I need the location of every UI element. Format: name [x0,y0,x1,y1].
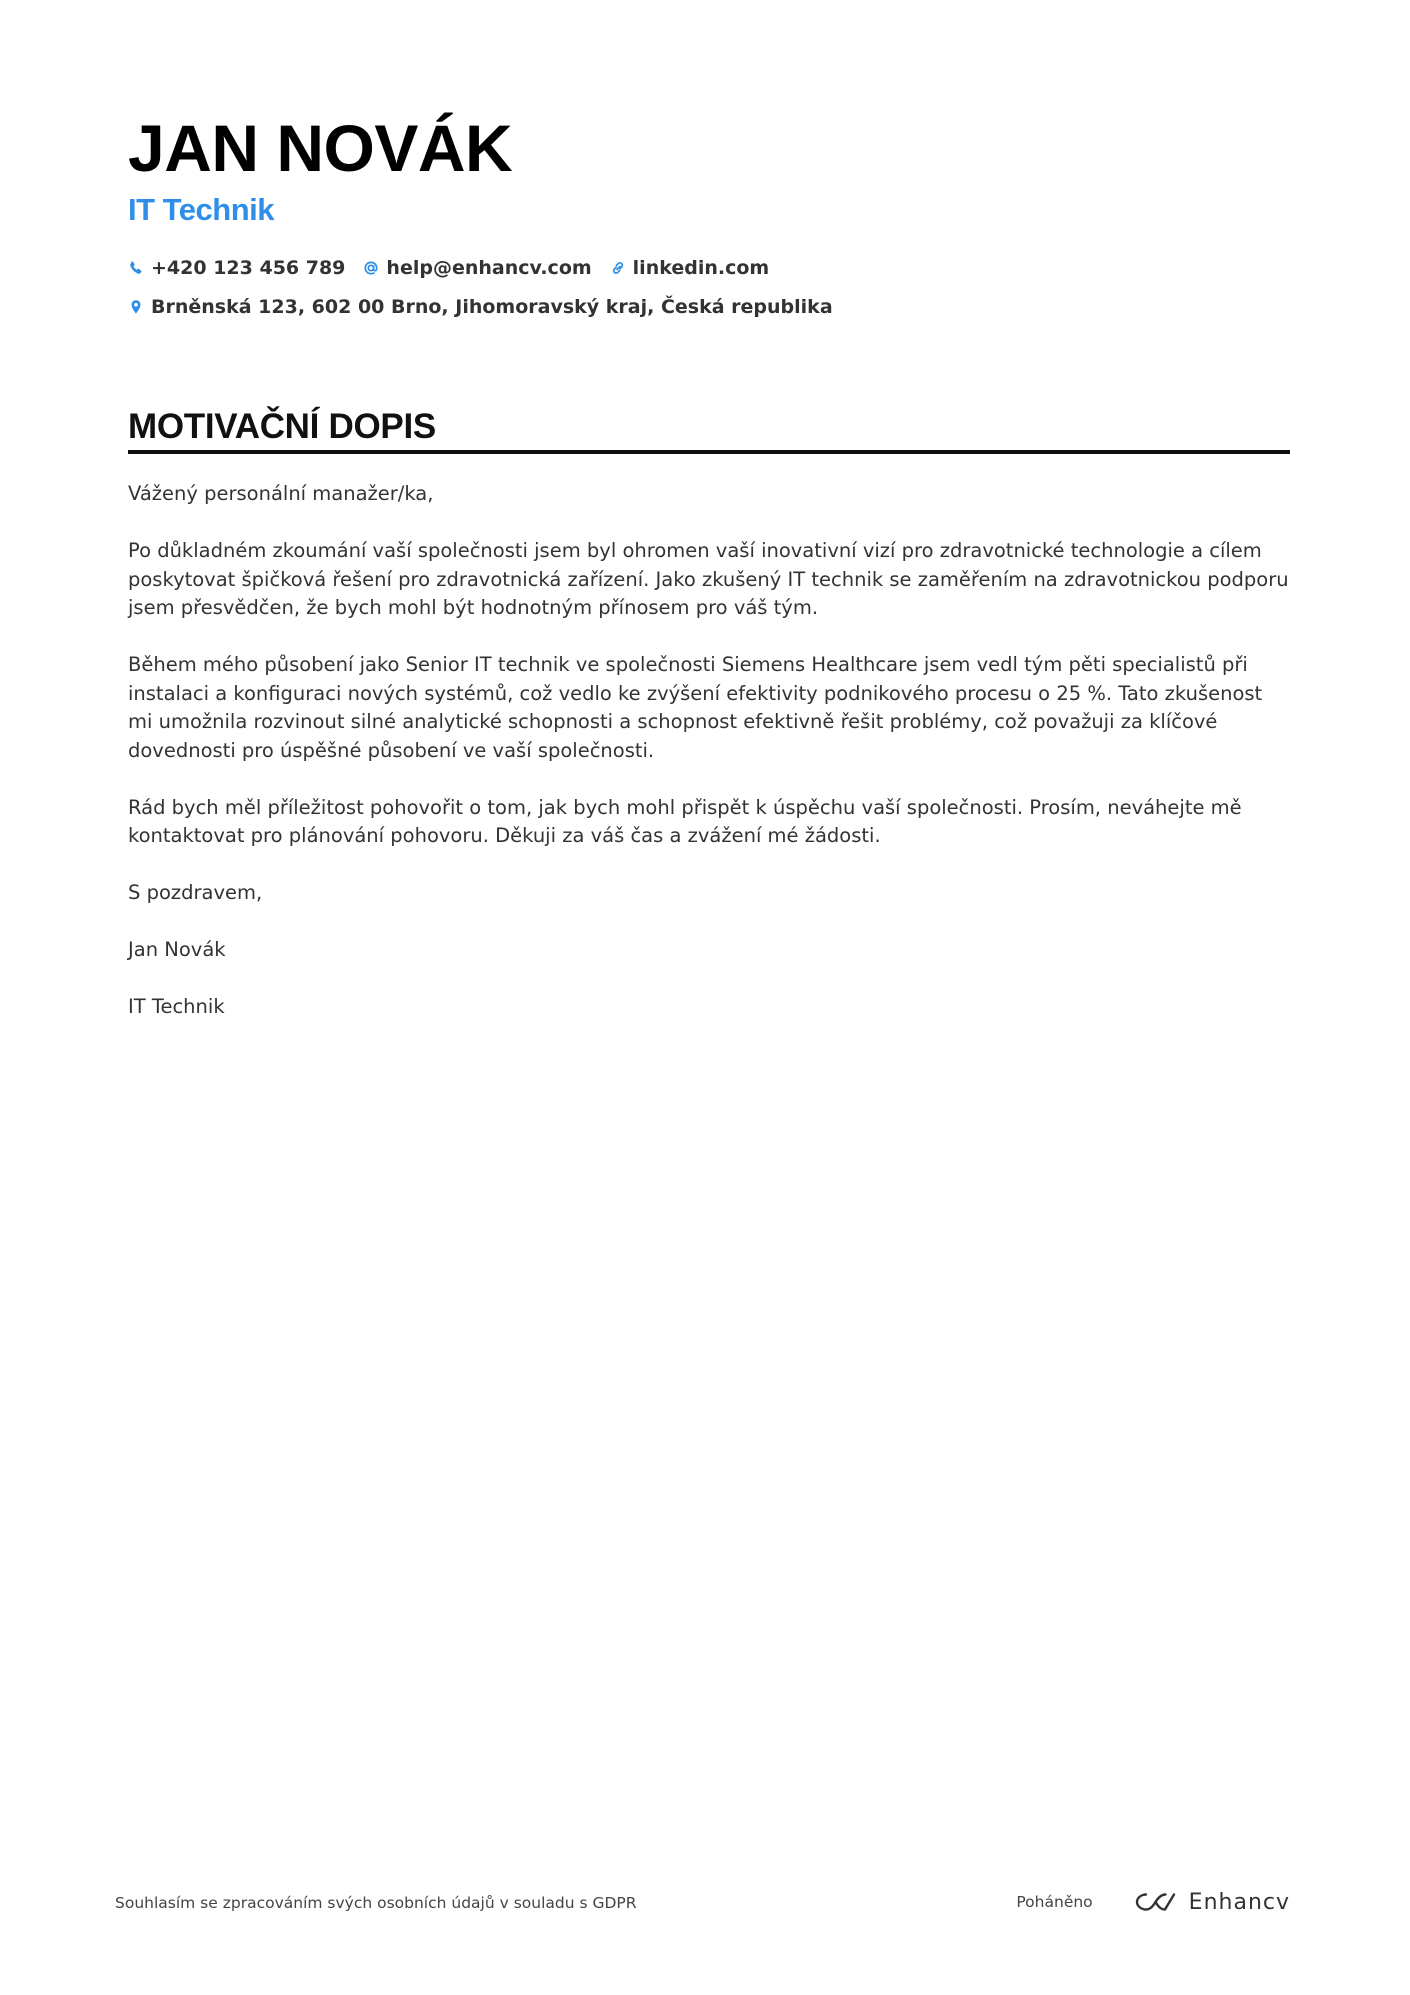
candidate-name: JAN NOVÁK [128,111,513,185]
header [128,110,1288,332]
phone-text: +420 123 456 789 [151,257,346,279]
letter-body [128,480,1290,1022]
email-text: help@enhancv.com [386,257,592,279]
letter-closing: S pozdravem, [128,881,263,904]
address-contact [128,296,833,318]
link-contact[interactable] [610,257,770,279]
section-title: MOTIVAČNÍ DOPIS [128,407,436,446]
enhancv-logo-icon [1133,1889,1179,1915]
candidate-title: IT Technik [128,192,275,227]
link-icon [610,260,626,276]
contact-row-2 [128,293,1288,321]
letter-paragraph-3: Rád bych měl příležitost pohovořit o tom, jak bych mohl přispět k úspěchu vaší společnosti. Prosím, neváhejte mě kontaktovat pro plánování pohovoru. Děkuji za váš čas a zvážení mé žádosti. [128,795,1242,847]
link-text: linkedin.com [632,257,770,279]
powered-by-label: Poháněno [1016,1893,1093,1911]
letter-greeting: Vážený personální manažer/ka, [128,482,434,505]
signature-title: IT Technik [128,995,225,1018]
letter-paragraph-2: Během mého působení jako Senior IT technik ve společnosti Siemens Healthcare jsem vedl tým pěti specialistů při instalaci a konfiguraci nových systémů, což vedlo ke zvýšení efektivity podnikového procesu o 25 %. Tato zkušenost mi umožnila rozvinout silné analytické schopnosti a schopnost efektivně řešit problémy, což považuji za klíčové dovednosti pro úspěšné působení ve vaší společnosti. [128,653,1263,762]
location-pin-icon [128,299,144,315]
address-text: Brněnská 123, 602 00 Brno, Jihomoravský kraj, Česká republika [151,296,833,318]
letter-paragraph-1: Po důkladném zkoumání vaší společnosti jsem byl ohromen vaší inovativní vizí pro zdravotnické technologie a cílem poskytovat špičková řešení pro zdravotnická zařízení. Jako zkušený IT technik se zaměřením na zdravotnickou podporu jsem přesvědčen, že bych mohl být hodnotným přínosem pro váš tým. [128,539,1289,619]
footer-brand[interactable] [1016,1882,1290,1922]
signature-name: Jan Novák [128,938,226,961]
gdpr-consent: Souhlasím se zpracováním svých osobních údajů v souladu s GDPR [115,1894,637,1912]
contact-info [128,254,1288,321]
at-icon [363,260,379,276]
phone-contact [128,257,345,279]
phone-icon [128,260,144,276]
email-contact[interactable] [363,257,591,279]
cover-letter-section [128,405,1290,1050]
contact-row-1 [128,254,1288,282]
brand-name: Enhancv [1188,1889,1290,1915]
section-divider [128,450,1290,454]
